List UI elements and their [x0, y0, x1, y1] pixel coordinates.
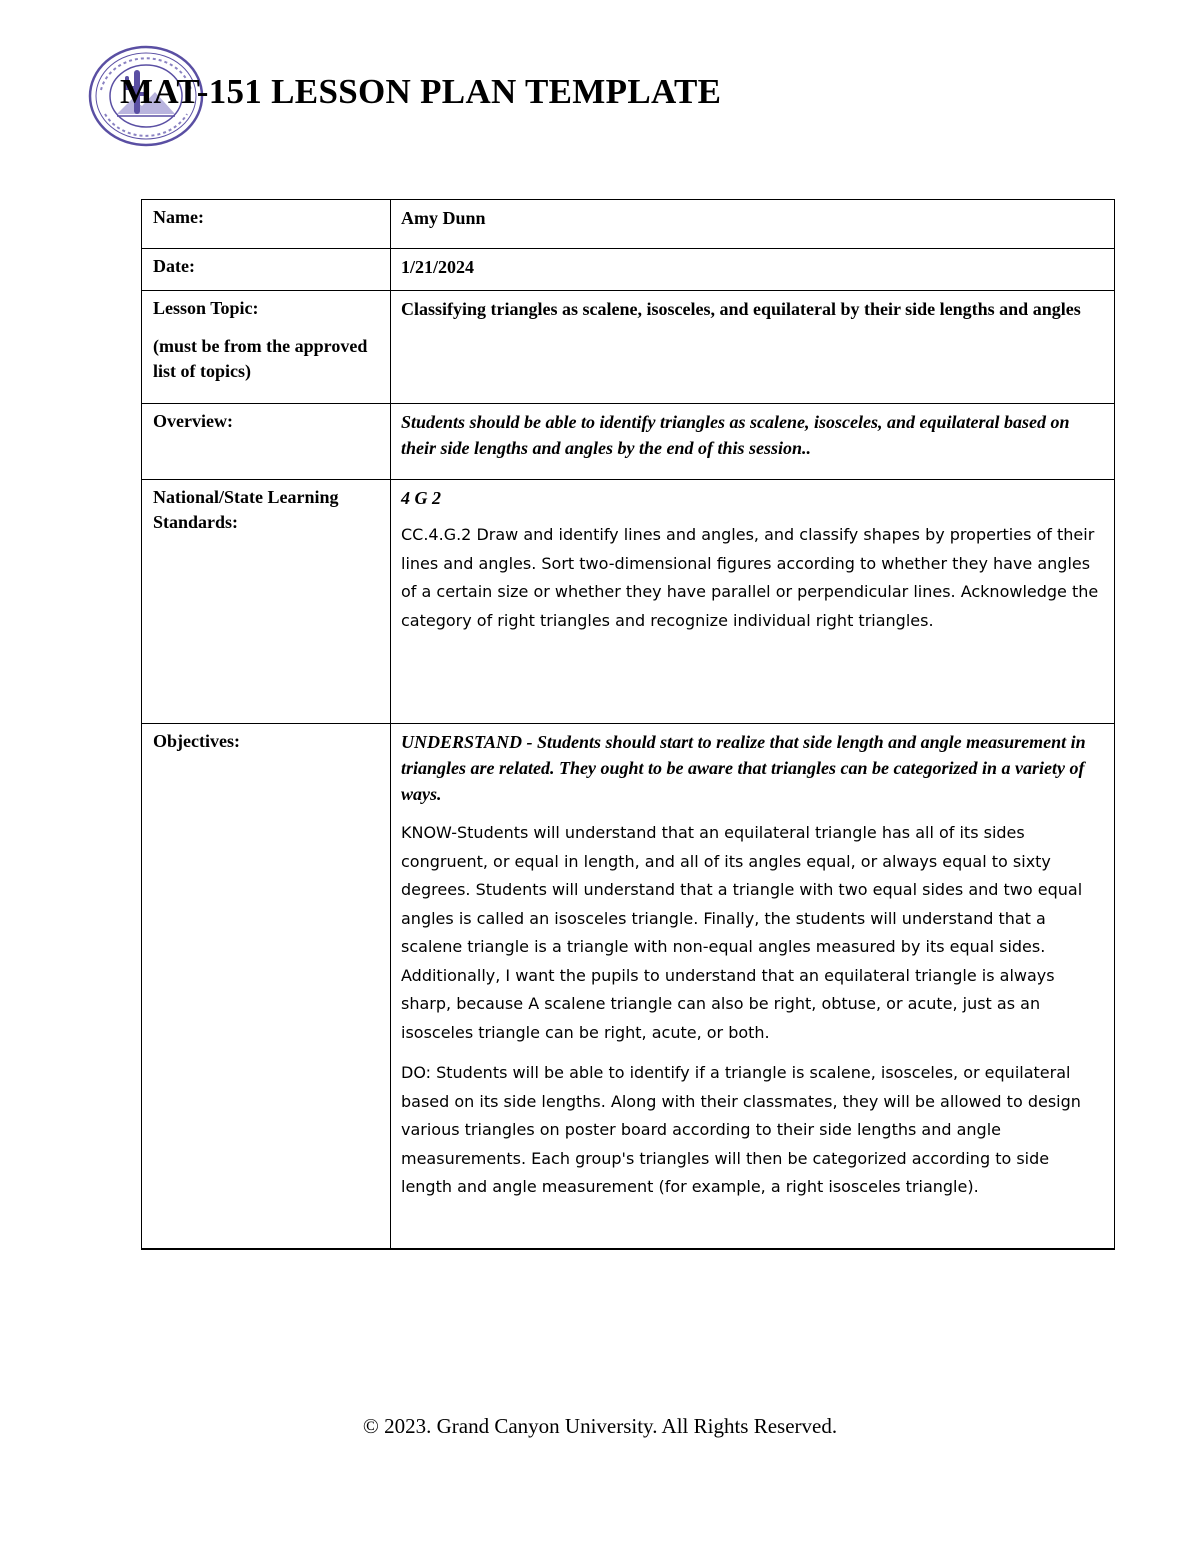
- overview-label: Overview:: [153, 411, 233, 431]
- standards-label: National/State Learning Standards:: [153, 487, 339, 532]
- date-value-cell: [391, 249, 1115, 291]
- topic-note: (must be from the approved list of topics): [153, 336, 368, 381]
- name-value: Amy Dunn: [401, 208, 486, 228]
- name-row: [142, 200, 1115, 249]
- objectives-know: KNOW-Students will understand that an equilateral triangle has all of its sides congruent, or equal in length, and all of its angles equal, or always equal to sixty degrees. Students will understand that a triangle with two equal sides and two equal angles is called an isosceles triangle. Finally, the students will understand that a scalene triangle is a triangle with non-equal angles measured by its equal sides. Additionally, I want the pupils to understand that an equilateral triangle is always sharp, because A scalene triangle can also be right, obtuse, or acute, just as an isosceles triangle can be right, acute, or both.: [401, 823, 1083, 1042]
- name-label: Name:: [153, 207, 204, 227]
- topic-value-cell: [391, 291, 1115, 404]
- name-label-cell: [142, 200, 391, 249]
- topic-label-cell: [142, 291, 391, 404]
- document-title: MAT-151 LESSON PLAN TEMPLATE: [120, 72, 722, 111]
- objectives-understand: UNDERSTAND - Students should start to realize that side length and angle measurement in triangles are related. They ought to be aware that triangles can be categorized in a variety of ways.: [401, 732, 1086, 804]
- date-label: Date:: [153, 256, 195, 276]
- standards-label-cell: [142, 480, 391, 724]
- date-value: 1/21/2024: [401, 257, 475, 277]
- date-row: [142, 249, 1115, 291]
- overview-value: Students should be able to identify triangles as scalene, isosceles, and equilateral based on their side lengths and angles by the end of this session..: [401, 412, 1070, 458]
- standards-row: [142, 480, 1115, 724]
- date-label-cell: [142, 249, 391, 291]
- objectives-value-cell: [391, 724, 1115, 1249]
- standards-value-cell: [391, 480, 1115, 724]
- overview-value-cell: [391, 404, 1115, 480]
- overview-label-cell: [142, 404, 391, 480]
- overview-row: [142, 404, 1115, 480]
- objectives-label: Objectives:: [153, 731, 240, 751]
- standards-code: 4 G 2: [401, 488, 441, 508]
- topic-row: [142, 291, 1115, 404]
- standards-text: CC.4.G.2 Draw and identify lines and angles, and classify shapes by properties of their lines and angles. Sort two-dimensional figures according to whether they have angles of a certain size or whether they have parallel or perpendicular lines. Acknowledge the category of right triangles and recognize individual right triangles.: [401, 525, 1099, 630]
- name-value-cell: [391, 200, 1115, 249]
- objectives-row: [142, 724, 1115, 1249]
- topic-value: Classifying triangles as scalene, isosceles, and equilateral by their side lengths and angles: [401, 299, 1081, 319]
- copyright-footer: © 2023. Grand Canyon University. All Rights Reserved.: [362, 1414, 838, 1438]
- objectives-do: DO: Students will be able to identify if a triangle is scalene, isosceles, or equilateral based on its side lengths. Along with their classmates, they will be allowed to design various triangles on poster board according to their side lengths and angle measurements. Each group's triangles will then be categorized according to side length and angle measurement (for example, a right isosceles triangle).: [401, 1063, 1081, 1196]
- lesson-plan-table: [141, 199, 1115, 1250]
- objectives-label-cell: [142, 724, 391, 1249]
- topic-label: Lesson Topic:: [153, 298, 259, 318]
